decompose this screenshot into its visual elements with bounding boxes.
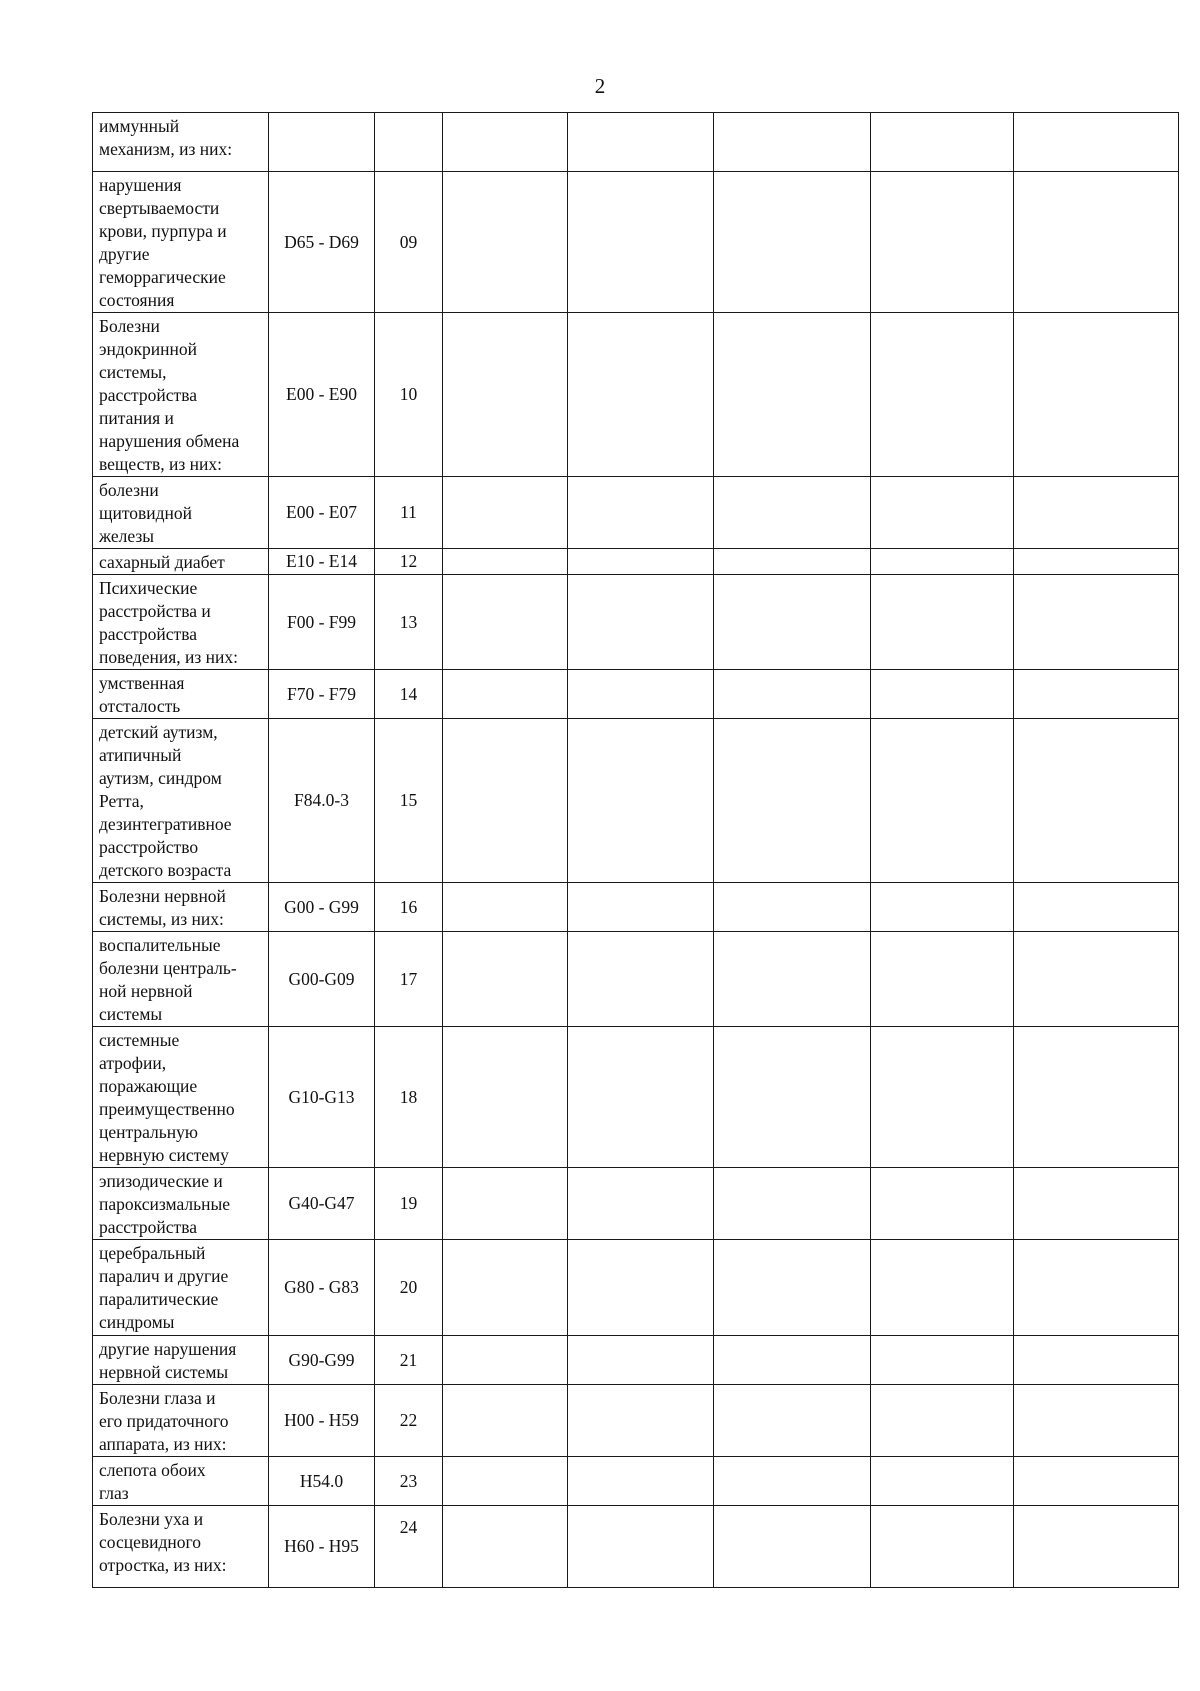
row-number-cell: 20 bbox=[375, 1240, 443, 1336]
row-number-cell: 22 bbox=[375, 1385, 443, 1457]
empty-data-cell bbox=[871, 1385, 1014, 1457]
disease-name-line: расстройства bbox=[99, 624, 197, 644]
disease-name-line: ной нервной bbox=[99, 981, 193, 1001]
disease-name-cell bbox=[93, 1240, 269, 1336]
row-number-cell: 21 bbox=[375, 1336, 443, 1385]
disease-name-line: расстройства и bbox=[99, 601, 211, 621]
empty-data-cell bbox=[1014, 1240, 1179, 1336]
disease-name-cell bbox=[93, 883, 269, 932]
empty-data-cell bbox=[1014, 932, 1179, 1027]
row-number-cell: 16 bbox=[375, 883, 443, 932]
disease-name-line: нарушения обмена bbox=[99, 431, 240, 451]
empty-data-cell bbox=[568, 477, 714, 549]
empty-data-cell bbox=[568, 1457, 714, 1506]
disease-name-cell bbox=[93, 477, 269, 549]
empty-data-cell bbox=[443, 1506, 568, 1588]
table-row bbox=[93, 113, 1179, 172]
disease-name-line: синдромы bbox=[99, 1312, 175, 1332]
empty-data-cell bbox=[714, 1385, 871, 1457]
empty-data-cell bbox=[871, 575, 1014, 670]
disease-name-line: атрофии, bbox=[99, 1053, 167, 1073]
empty-data-cell bbox=[568, 1027, 714, 1168]
empty-data-cell bbox=[568, 719, 714, 883]
empty-data-cell bbox=[443, 575, 568, 670]
row-number-cell: 15 bbox=[375, 719, 443, 883]
disease-name-line: иммунный bbox=[99, 116, 180, 136]
empty-data-cell bbox=[568, 1240, 714, 1336]
empty-data-cell bbox=[714, 932, 871, 1027]
empty-data-cell bbox=[1014, 1506, 1179, 1588]
disease-name-cell bbox=[93, 172, 269, 313]
table-row bbox=[93, 477, 1179, 549]
empty-data-cell bbox=[871, 1168, 1014, 1240]
disease-name-line: эпизодические и bbox=[99, 1171, 223, 1191]
icd-code-cell: F70 - F79 bbox=[269, 670, 375, 719]
table-row bbox=[93, 1027, 1179, 1168]
disease-name-line: щитовидной bbox=[99, 503, 193, 523]
empty-data-cell bbox=[871, 477, 1014, 549]
empty-data-cell bbox=[871, 1336, 1014, 1385]
disease-name-cell bbox=[93, 719, 269, 883]
empty-data-cell bbox=[443, 670, 568, 719]
disease-name-line: питания и bbox=[99, 408, 174, 428]
disease-name-line: сосцевидного bbox=[99, 1532, 201, 1552]
disease-name-line: детский аутизм, bbox=[99, 722, 218, 742]
disease-name-line: Ретта, bbox=[99, 791, 144, 811]
icd-code-cell: D65 - D69 bbox=[269, 172, 375, 313]
empty-data-cell bbox=[1014, 1168, 1179, 1240]
disease-name-line: отсталость bbox=[99, 696, 181, 716]
disease-statistics-table bbox=[92, 112, 1179, 1588]
empty-data-cell bbox=[1014, 549, 1179, 575]
disease-name-line: веществ, из них: bbox=[99, 454, 223, 474]
disease-name-line: Болезни нервной bbox=[99, 886, 226, 906]
table-row bbox=[93, 1240, 1179, 1336]
icd-code-cell bbox=[269, 113, 375, 172]
disease-name-cell bbox=[93, 113, 269, 172]
disease-name-cell bbox=[93, 932, 269, 1027]
empty-data-cell bbox=[443, 932, 568, 1027]
disease-name-line: церебральный bbox=[99, 1243, 206, 1263]
empty-data-cell bbox=[443, 313, 568, 477]
empty-data-cell bbox=[1014, 113, 1179, 172]
empty-data-cell bbox=[568, 932, 714, 1027]
disease-name-line: дезинтегративное bbox=[99, 814, 232, 834]
disease-name-line: Психические bbox=[99, 578, 198, 598]
disease-name-line: расстройства bbox=[99, 1217, 197, 1237]
empty-data-cell bbox=[714, 1506, 871, 1588]
empty-data-cell bbox=[1014, 883, 1179, 932]
icd-code-cell: G90-G99 bbox=[269, 1336, 375, 1385]
empty-data-cell bbox=[871, 549, 1014, 575]
empty-data-cell bbox=[1014, 313, 1179, 477]
empty-data-cell bbox=[443, 1027, 568, 1168]
disease-name-cell bbox=[93, 1336, 269, 1385]
empty-data-cell bbox=[443, 477, 568, 549]
icd-code-cell: F00 - F99 bbox=[269, 575, 375, 670]
disease-name-line: болезни централь- bbox=[99, 958, 237, 978]
empty-data-cell bbox=[871, 719, 1014, 883]
row-number-cell: 24 bbox=[375, 1506, 443, 1588]
empty-data-cell bbox=[714, 575, 871, 670]
icd-code-cell: H00 - H59 bbox=[269, 1385, 375, 1457]
empty-data-cell bbox=[1014, 670, 1179, 719]
disease-name-line: системы bbox=[99, 1004, 163, 1024]
disease-name-line: свертываемости bbox=[99, 198, 220, 218]
empty-data-cell bbox=[714, 477, 871, 549]
disease-name-line: расстройство bbox=[99, 837, 199, 857]
empty-data-cell bbox=[568, 575, 714, 670]
disease-name-cell bbox=[93, 313, 269, 477]
icd-code-cell: G40-G47 bbox=[269, 1168, 375, 1240]
table-row bbox=[93, 1457, 1179, 1506]
empty-data-cell bbox=[443, 1385, 568, 1457]
empty-data-cell bbox=[568, 883, 714, 932]
disease-name-line: другие нарушения bbox=[99, 1339, 237, 1359]
disease-name-cell bbox=[93, 1385, 269, 1457]
empty-data-cell bbox=[714, 719, 871, 883]
disease-name-line: Болезни bbox=[99, 316, 160, 336]
disease-name-line: поражающие bbox=[99, 1076, 198, 1096]
disease-name-cell bbox=[93, 1506, 269, 1588]
disease-name-line: слепота обоих bbox=[99, 1460, 206, 1480]
disease-name-cell bbox=[93, 575, 269, 670]
disease-name-line: аппарата, из них: bbox=[99, 1434, 227, 1454]
empty-data-cell bbox=[714, 670, 871, 719]
empty-data-cell bbox=[568, 1385, 714, 1457]
empty-data-cell bbox=[1014, 172, 1179, 313]
disease-name-line: атипичный bbox=[99, 745, 182, 765]
empty-data-cell bbox=[443, 719, 568, 883]
table-row bbox=[93, 549, 1179, 575]
empty-data-cell bbox=[714, 549, 871, 575]
row-number-cell: 17 bbox=[375, 932, 443, 1027]
empty-data-cell bbox=[714, 883, 871, 932]
row-number-cell: 12 bbox=[375, 549, 443, 575]
disease-name-line: глаз bbox=[99, 1483, 129, 1503]
table-row bbox=[93, 1385, 1179, 1457]
disease-name-line: детского возраста bbox=[99, 860, 232, 880]
disease-name-line: пароксизмальные bbox=[99, 1194, 230, 1214]
row-number-cell: 13 bbox=[375, 575, 443, 670]
empty-data-cell bbox=[443, 883, 568, 932]
table-row bbox=[93, 1168, 1179, 1240]
empty-data-cell bbox=[871, 1240, 1014, 1336]
disease-name-line: Болезни глаза и bbox=[99, 1388, 216, 1408]
disease-name-line: нервную систему bbox=[99, 1145, 229, 1165]
empty-data-cell bbox=[871, 883, 1014, 932]
empty-data-cell bbox=[871, 113, 1014, 172]
empty-data-cell bbox=[443, 1240, 568, 1336]
icd-code-cell: G10-G13 bbox=[269, 1027, 375, 1168]
empty-data-cell bbox=[1014, 477, 1179, 549]
disease-name-line: преимущественно bbox=[99, 1099, 235, 1119]
row-number-cell: 10 bbox=[375, 313, 443, 477]
disease-name-cell bbox=[93, 1168, 269, 1240]
empty-data-cell bbox=[443, 1457, 568, 1506]
disease-name-cell bbox=[93, 1457, 269, 1506]
icd-code-cell: H54.0 bbox=[269, 1457, 375, 1506]
disease-name-line: железы bbox=[99, 526, 155, 546]
empty-data-cell bbox=[714, 113, 871, 172]
disease-name-line: отростка, из них: bbox=[99, 1555, 227, 1575]
empty-data-cell bbox=[871, 172, 1014, 313]
row-number-cell bbox=[375, 113, 443, 172]
disease-name-line: состояния bbox=[99, 290, 175, 310]
empty-data-cell bbox=[443, 113, 568, 172]
disease-name-cell bbox=[93, 549, 269, 575]
disease-name-line: сахарный диабет bbox=[99, 552, 225, 572]
icd-code-cell: E00 - E07 bbox=[269, 477, 375, 549]
empty-data-cell bbox=[871, 1027, 1014, 1168]
disease-name-line: аутизм, синдром bbox=[99, 768, 222, 788]
empty-data-cell bbox=[568, 1336, 714, 1385]
disease-name-line: крови, пурпура и bbox=[99, 221, 227, 241]
table-row bbox=[93, 1336, 1179, 1385]
empty-data-cell bbox=[714, 313, 871, 477]
empty-data-cell bbox=[714, 1168, 871, 1240]
empty-data-cell bbox=[568, 1168, 714, 1240]
empty-data-cell bbox=[871, 932, 1014, 1027]
table-row bbox=[93, 575, 1179, 670]
table-row bbox=[93, 719, 1179, 883]
table-row bbox=[93, 883, 1179, 932]
empty-data-cell bbox=[714, 1027, 871, 1168]
disease-name-line: другие bbox=[99, 244, 150, 264]
disease-name-line: умственная bbox=[99, 673, 185, 693]
empty-data-cell bbox=[568, 313, 714, 477]
table-row bbox=[93, 670, 1179, 719]
disease-name-line: системы, bbox=[99, 362, 167, 382]
disease-name-line: механизм, из них: bbox=[99, 139, 233, 159]
empty-data-cell bbox=[1014, 1385, 1179, 1457]
empty-data-cell bbox=[443, 1336, 568, 1385]
row-number-cell: 19 bbox=[375, 1168, 443, 1240]
disease-name-line: геморрагические bbox=[99, 267, 226, 287]
empty-data-cell bbox=[871, 1506, 1014, 1588]
icd-code-cell: G80 - G83 bbox=[269, 1240, 375, 1336]
disease-name-line: расстройства bbox=[99, 385, 197, 405]
table-row bbox=[93, 932, 1179, 1027]
icd-code-cell: G00 - G99 bbox=[269, 883, 375, 932]
empty-data-cell bbox=[443, 549, 568, 575]
row-number-cell: 14 bbox=[375, 670, 443, 719]
disease-name-line: паралитические bbox=[99, 1289, 219, 1309]
empty-data-cell bbox=[871, 313, 1014, 477]
empty-data-cell bbox=[568, 1506, 714, 1588]
disease-name-cell bbox=[93, 670, 269, 719]
empty-data-cell bbox=[443, 172, 568, 313]
row-number-cell: 23 bbox=[375, 1457, 443, 1506]
empty-data-cell bbox=[714, 1336, 871, 1385]
disease-name-line: нарушения bbox=[99, 175, 182, 195]
empty-data-cell bbox=[1014, 719, 1179, 883]
icd-code-cell: F84.0-3 bbox=[269, 719, 375, 883]
empty-data-cell bbox=[871, 670, 1014, 719]
table-row bbox=[93, 313, 1179, 477]
empty-data-cell bbox=[1014, 1457, 1179, 1506]
disease-name-line: Болезни уха и bbox=[99, 1509, 204, 1529]
disease-name-line: центральную bbox=[99, 1122, 198, 1142]
row-number-cell: 11 bbox=[375, 477, 443, 549]
disease-name-line: системные bbox=[99, 1030, 180, 1050]
table-row bbox=[93, 172, 1179, 313]
empty-data-cell bbox=[714, 1240, 871, 1336]
page-number: 2 bbox=[594, 74, 606, 98]
row-number-cell: 09 bbox=[375, 172, 443, 313]
empty-data-cell bbox=[568, 172, 714, 313]
empty-data-cell bbox=[714, 1457, 871, 1506]
empty-data-cell bbox=[871, 1457, 1014, 1506]
disease-name-cell bbox=[93, 1027, 269, 1168]
icd-code-cell: E10 - E14 bbox=[269, 549, 375, 575]
empty-data-cell bbox=[1014, 575, 1179, 670]
icd-code-cell: H60 - H95 bbox=[269, 1506, 375, 1588]
disease-name-line: эндокринной bbox=[99, 339, 197, 359]
empty-data-cell bbox=[568, 113, 714, 172]
disease-name-line: системы, из них: bbox=[99, 909, 224, 929]
disease-name-line: болезни bbox=[99, 480, 159, 500]
icd-code-cell: E00 - E90 bbox=[269, 313, 375, 477]
disease-name-line: его придаточного bbox=[99, 1411, 229, 1431]
empty-data-cell bbox=[568, 670, 714, 719]
empty-data-cell bbox=[714, 172, 871, 313]
empty-data-cell bbox=[443, 1168, 568, 1240]
table-row bbox=[93, 1506, 1179, 1588]
disease-name-line: нервной системы bbox=[99, 1362, 229, 1382]
disease-name-line: паралич и другие bbox=[99, 1266, 229, 1286]
empty-data-cell bbox=[1014, 1336, 1179, 1385]
icd-code-cell: G00-G09 bbox=[269, 932, 375, 1027]
row-number-cell: 18 bbox=[375, 1027, 443, 1168]
disease-name-line: поведения, из них: bbox=[99, 647, 239, 667]
disease-name-line: воспалительные bbox=[99, 935, 221, 955]
empty-data-cell bbox=[568, 549, 714, 575]
empty-data-cell bbox=[1014, 1027, 1179, 1168]
